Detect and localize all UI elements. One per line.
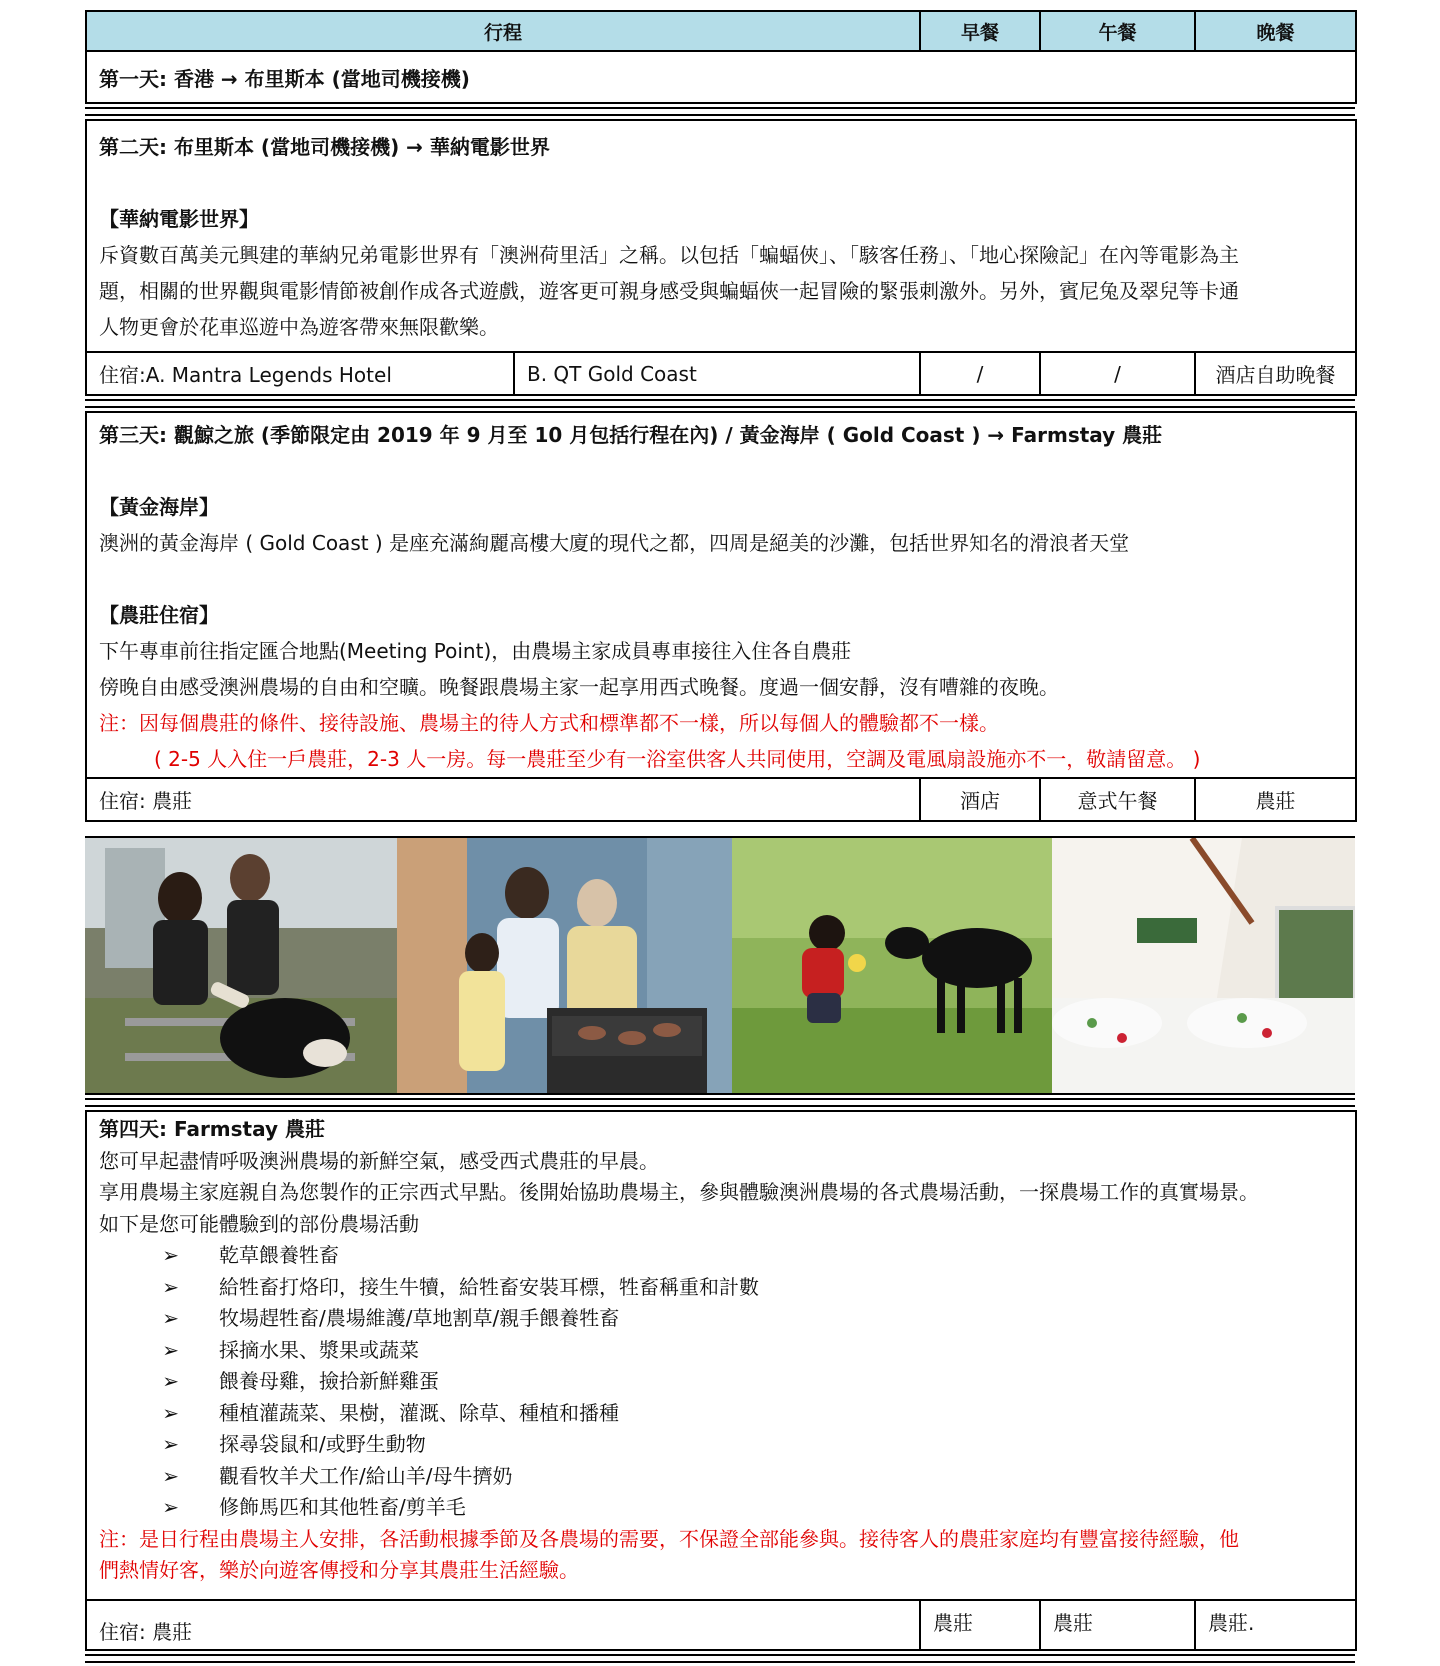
list-item xyxy=(99,1366,1343,1398)
activity-label: 乾草餵養牲畜 xyxy=(219,1243,339,1267)
day4-note-line1: 注：是日行程由農場主人安排，各活動根據季節及各農場的需要，不保證全部能參與。接待客人的農莊家庭均有豐富接待經驗，他 xyxy=(99,1526,1239,1551)
day3-section2-title: 【農莊住宿】 xyxy=(99,603,219,627)
photo-farm-bedroom xyxy=(1052,838,1355,1093)
day2-lunch: / xyxy=(1040,352,1195,395)
arrow-bullet-icon: ➢ xyxy=(162,1495,179,1519)
day4-line2: 享用農場主家庭親自為您製作的正宗西式早點。後開始協助農場主，參與體驗澳洲農場的各式農場活動，一探農場工作的真實場景。 xyxy=(99,1180,1259,1204)
day4-content xyxy=(86,1111,1356,1600)
day3-table xyxy=(85,411,1357,822)
divider xyxy=(85,1654,1355,1663)
arrow-bullet-icon: ➢ xyxy=(162,1337,179,1362)
header-lunch: 午餐 xyxy=(1040,11,1195,51)
day2-meals-row xyxy=(86,352,1356,395)
day1-title: 第一天: 香港 → 布里斯本 (當地司機接機) xyxy=(86,51,1356,103)
photo-strip xyxy=(85,836,1355,1095)
arrow-bullet-icon: ➢ xyxy=(162,1243,179,1267)
header-itinerary: 行程 xyxy=(86,11,920,51)
day3-dinner: 農莊 xyxy=(1195,778,1356,821)
arrow-bullet-icon: ➢ xyxy=(162,1400,179,1425)
divider xyxy=(85,1098,1355,1107)
arrow-bullet-icon: ➢ xyxy=(162,1369,179,1393)
arrow-bullet-icon: ➢ xyxy=(162,1306,179,1330)
header-breakfast: 早餐 xyxy=(920,11,1040,51)
day2-hotel-a: 住宿:A. Mantra Legends Hotel xyxy=(86,352,514,395)
list-item xyxy=(99,1335,1343,1367)
day3-section1-title: 【黃金海岸】 xyxy=(99,495,219,519)
day3-lunch: 意式午餐 xyxy=(1040,778,1195,821)
day4-meals-row xyxy=(86,1600,1356,1650)
day2-dinner: 酒店自助晚餐 xyxy=(1195,352,1356,395)
day4-line3: 如下是您可能體驗到的部份農場活動 xyxy=(99,1211,419,1236)
day3-breakfast: 酒店 xyxy=(920,778,1040,821)
list-item xyxy=(99,1461,1343,1493)
photo-barbecue xyxy=(397,838,732,1093)
day4-lunch: 農莊 xyxy=(1040,1600,1195,1650)
day3-line1: 下午專車前往指定匯合地點(Meeting Point)，由農場主家成員專車接往入住各自農莊 xyxy=(99,639,852,663)
day3-lodging: 住宿: 農莊 xyxy=(86,778,920,821)
photo-child-and-goat xyxy=(732,838,1052,1093)
day2-paragraph-line-2: 題，相關的世界觀與電影情節被創作成各式遊戲，遊客更可親身感受與蝙蝠俠一起冒險的緊張刺激外。另外，賓尼兔及翠兒等卡通 xyxy=(99,279,1239,303)
day4-dinner: 農莊. xyxy=(1195,1600,1356,1650)
activity-label: 種植灌蔬菜、果樹，灌溉、除草、種植和播種 xyxy=(219,1400,619,1425)
itinerary-sheet xyxy=(85,10,1355,1666)
day2-paragraph-line-1: 斥資數百萬美元興建的華納兄弟電影世界有「澳洲荷里活」之稱。以包括「蝙蝠俠」、「駭客任務」、「地心探險記」在內等電影為主 xyxy=(99,243,1239,267)
activity-label: 牧場趕牲畜/農場維護/草地割草/親手餵養牲畜 xyxy=(219,1306,620,1330)
list-item xyxy=(99,1492,1343,1524)
table-header-row xyxy=(86,11,1356,51)
list-item xyxy=(99,1398,1343,1430)
day2-section-title: 【華納電影世界】 xyxy=(99,207,259,231)
day4-note-line2: 們熱情好客，樂於向遊客傳授和分享其農莊生活經驗。 xyxy=(99,1558,579,1582)
day4-breakfast: 農莊 xyxy=(920,1600,1040,1650)
day2-paragraph-line-3: 人物更會於花車巡遊中為遊客帶來無限歡樂。 xyxy=(99,315,499,339)
divider xyxy=(85,107,1355,116)
list-item xyxy=(99,1303,1343,1335)
activity-label: 給牲畜打烙印，接生牛犢，給牲畜安裝耳標，牲畜稱重和計數 xyxy=(219,1274,759,1299)
activity-label: 探尋袋鼠和/或野生動物 xyxy=(219,1432,426,1456)
day3-line2: 傍晚自由感受澳洲農場的自由和空曠。晚餐跟農場主家一起享用西式晚餐。度過一個安靜，沒有嘈雜的夜晚。 xyxy=(99,675,1059,699)
header-dinner: 晚餐 xyxy=(1195,11,1356,51)
day3-note1: 注：因每個農莊的條件、接待設施、農場主的待人方式和標準都不一樣，所以每個人的體驗都不一樣。 xyxy=(99,711,999,735)
day2-hotel-b: B. QT Gold Coast xyxy=(514,352,920,395)
day3-section1-text: 澳洲的黃金海岸 ( Gold Coast ) 是座充滿絢麗高樓大廈的現代之都，四周是絕美的沙灘，包括世界知名的滑浪者天堂 xyxy=(99,531,1130,555)
day2-table xyxy=(85,119,1357,396)
day2-breakfast: / xyxy=(920,352,1040,395)
activity-list xyxy=(99,1240,1343,1524)
photo-feeding-calf xyxy=(85,838,397,1093)
header-table xyxy=(85,10,1357,104)
arrow-bullet-icon: ➢ xyxy=(162,1463,179,1488)
list-item xyxy=(99,1240,1343,1272)
list-item xyxy=(99,1429,1343,1461)
activity-label: 餵養母雞，撿拾新鮮雞蛋 xyxy=(219,1369,439,1393)
arrow-bullet-icon: ➢ xyxy=(162,1274,179,1299)
day4-table xyxy=(85,1110,1357,1651)
day4-title: 第四天: Farmstay 農莊 xyxy=(99,1117,325,1141)
arrow-bullet-icon: ➢ xyxy=(162,1432,179,1456)
divider xyxy=(85,399,1355,408)
day3-content xyxy=(86,412,1356,778)
activity-label: 修飾馬匹和其他牲畜/剪羊毛 xyxy=(219,1495,466,1519)
day4-line1: 您可早起盡情呼吸澳洲農場的新鮮空氣，感受西式農莊的早晨。 xyxy=(99,1148,659,1173)
day2-content xyxy=(86,120,1356,352)
day2-title: 第二天: 布里斯本 (當地司機接機) → 華納電影世界 xyxy=(99,135,550,159)
activity-label: 採摘水果、漿果或蔬菜 xyxy=(219,1337,419,1362)
day3-meals-row xyxy=(86,778,1356,821)
list-item xyxy=(99,1272,1343,1304)
day3-title: 第三天: 觀鯨之旅 (季節限定由 2019 年 9 月至 10 月包括行程在內) / 黃金海岸 ( Gold Coast ) → Farmstay 農莊 xyxy=(99,423,1163,447)
day3-note2: ( 2-5 人入住一戶農莊，2-3 人一房。每一農莊至少有一浴室供客人共同使用，空調及電風扇設施亦不一，敬請留意。 ) xyxy=(154,747,1201,771)
day4-lodging: 住宿: 農莊 xyxy=(86,1600,920,1650)
activity-label: 觀看牧羊犬工作/給山羊/母牛擠奶 xyxy=(219,1463,513,1488)
